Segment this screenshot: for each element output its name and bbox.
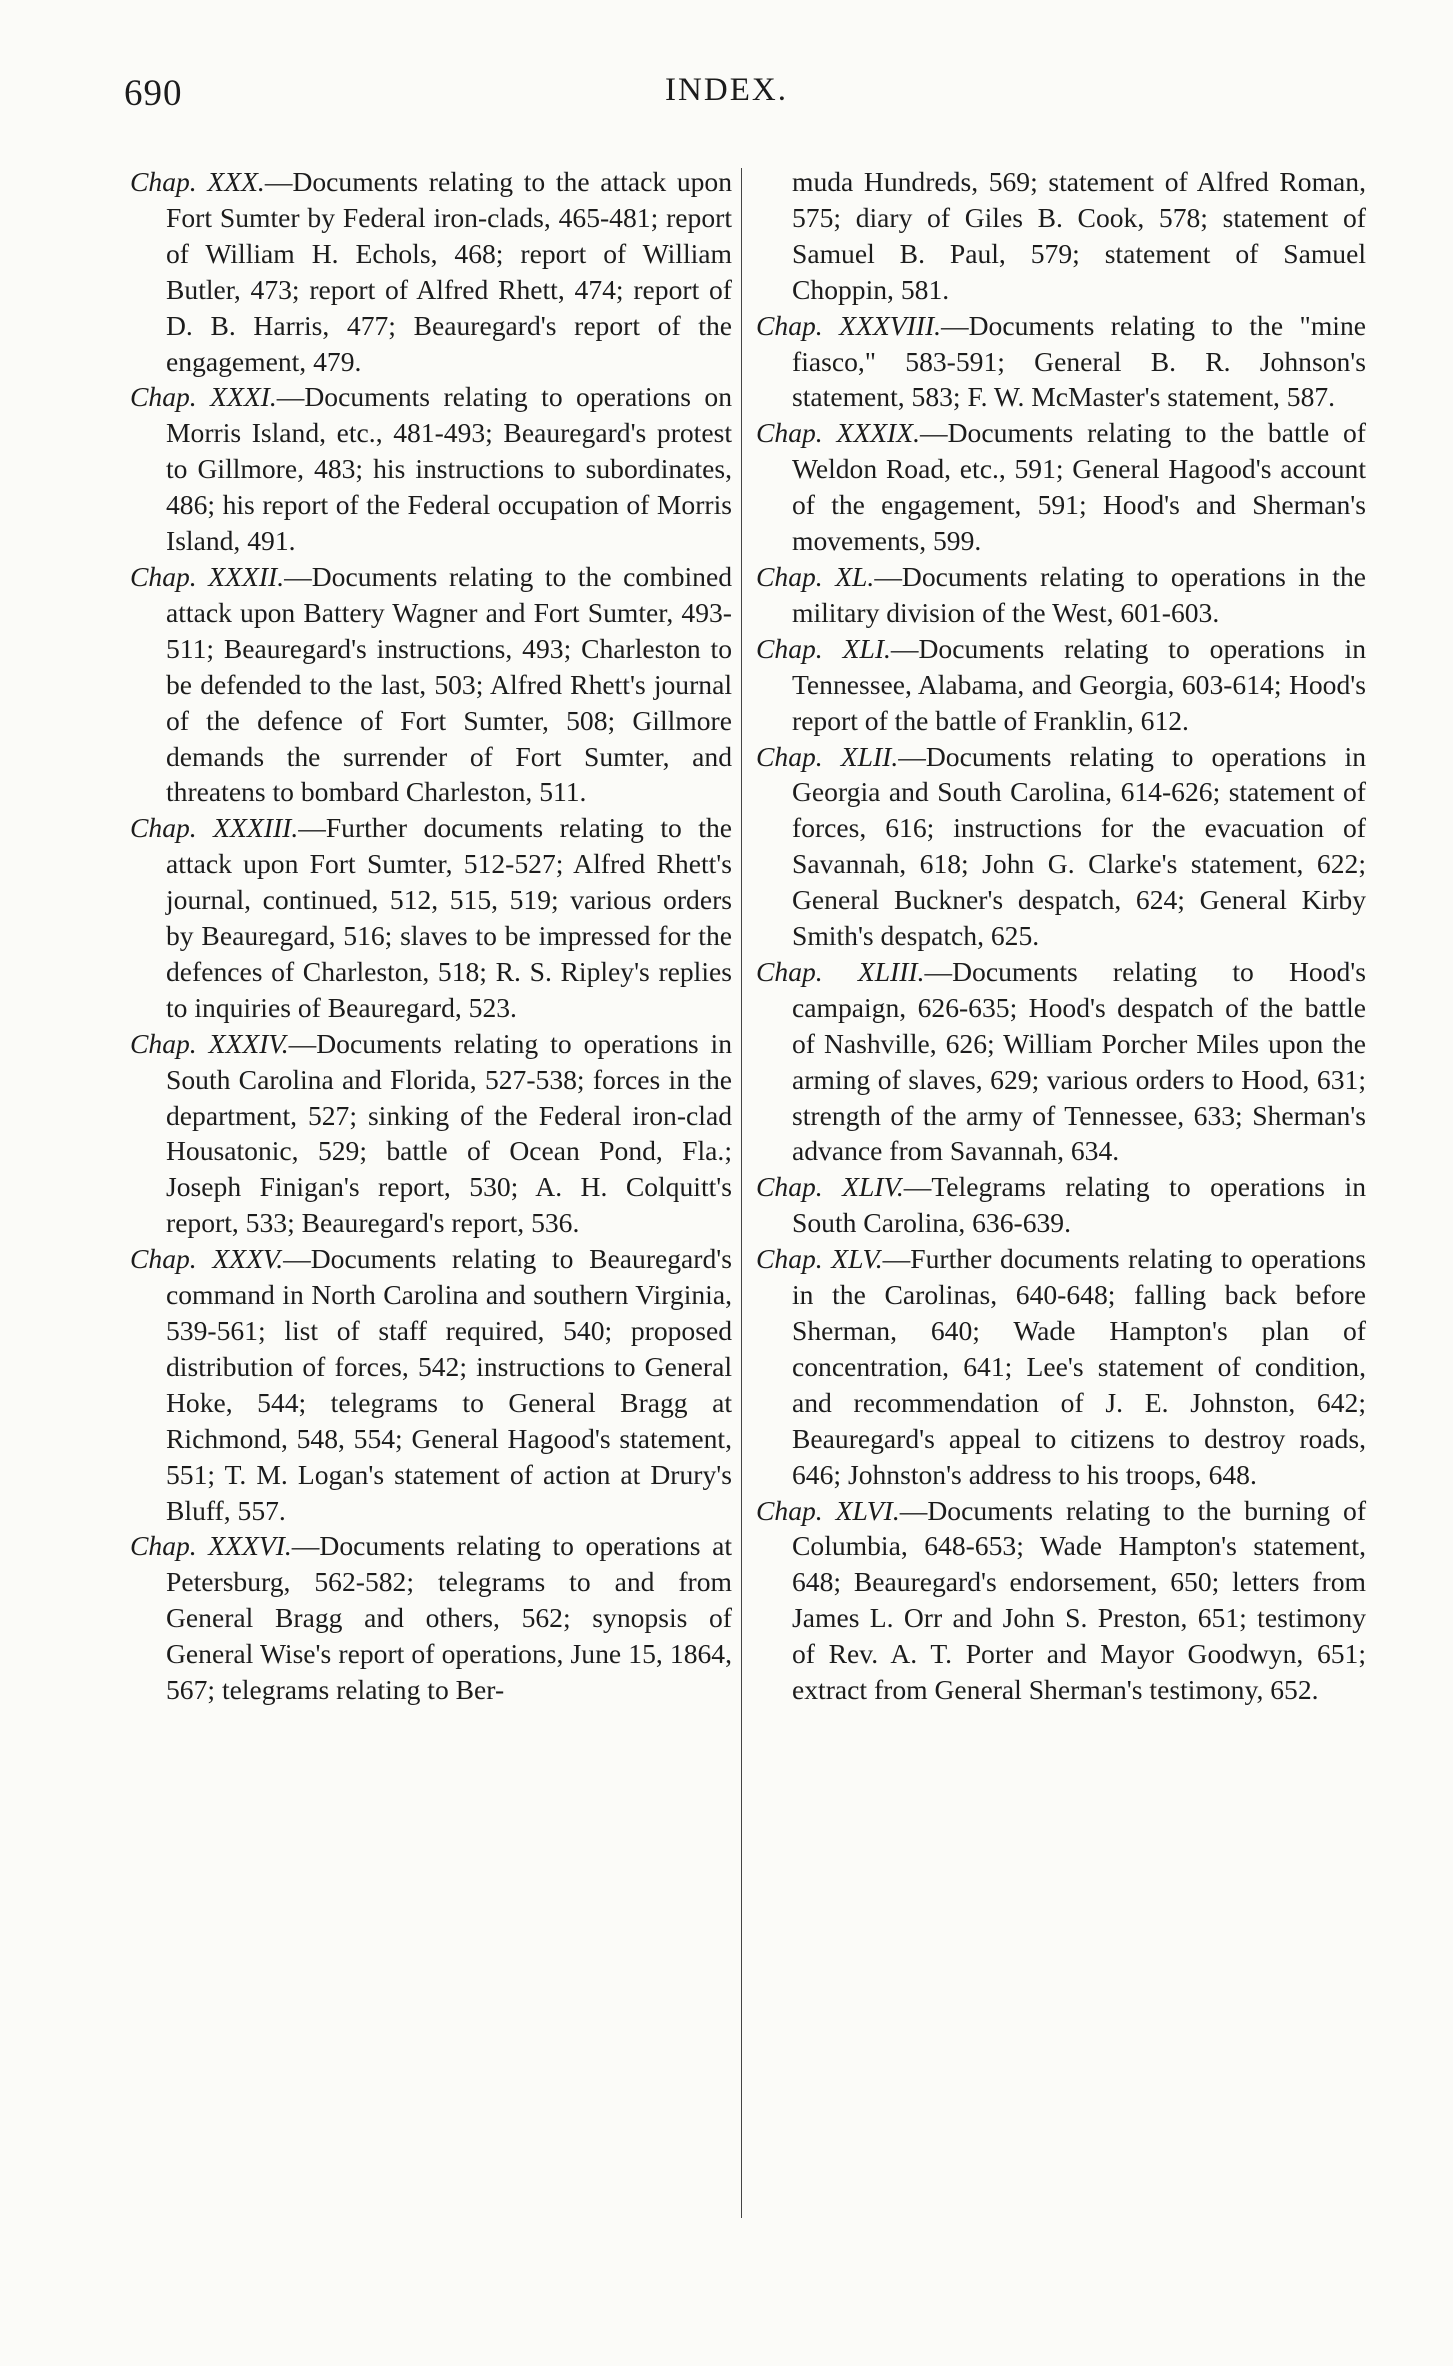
- chapter-label: Chap. XXXII.: [130, 560, 285, 592]
- chapter-label: Chap. XXXV.: [130, 1243, 284, 1275]
- chapter-label: Chap. XLVI.: [756, 1494, 900, 1526]
- entry-text: —Further documents relating to the attack upon Fort Sumter, 512-527; Alfred Rhett's journal, continued, 512, 515, 519; various orders by Beauregard, 516; slaves to be impressed for the defences of Charleston, 518; R. S. Ripley's replies to inquiries of Beauregard, 523.: [166, 812, 733, 1023]
- entry-text: —Documents relating to operations in Tennessee, Alabama, and Georgia, 603-614; Hood's report of the battle of Franklin, 612.: [792, 632, 1366, 736]
- entry-text: —Documents relating to operations at Petersburg, 562-582; telegrams to and from General Bragg and others, 562; synopsis of General Wise's report of operations, June 15, 1864, 567; telegrams relating to Ber-: [166, 1530, 732, 1706]
- entry-text: —Telegrams relating to operations in South Carolina, 636-639.: [792, 1171, 1367, 1239]
- page-number: 690: [124, 73, 183, 114]
- entry-text: —Documents relating to the "mine fiasco," 583-591; General B. R. Johnson's statement, 583; F. W. McMaster's statement, 587.: [792, 309, 1366, 413]
- chapter-label: Chap. XLV.: [756, 1243, 883, 1275]
- chapter-label: Chap. XXXIX.: [756, 417, 920, 449]
- entry-text: —Documents relating to Beauregard's command in North Carolina and southern Virginia, 539-561; list of staff required, 540; proposed distribution of forces, 542; instructions to General Hoke, 544; telegrams to General Bragg at Richmond, 548, 554; General Hagood's statement, 551; T. M. Logan's statement of action at Drury's Bluff, 557.: [166, 1243, 732, 1526]
- running-head-title: INDEX.: [665, 72, 788, 108]
- chapter-label: Chap. XXX.: [130, 166, 265, 197]
- index-entry: [130, 559, 732, 810]
- index-entry: [756, 1241, 1366, 1492]
- chapter-label: Chap. XLIII.: [756, 955, 925, 987]
- index-entry: [130, 1241, 732, 1528]
- entry-text: —Documents relating to operations in South Carolina and Florida, 527-538; forces in the department, 527; sinking of the Federal iron-clad Housatonic, 529; battle of Ocean Pond, Fla.; Joseph Finigan's report, 530; A. H. Colquitt's report, 533; Beauregard's report, 536.: [166, 1027, 733, 1239]
- chapter-label: Chap. XXXVIII.: [756, 309, 942, 341]
- index-entry: [756, 1493, 1366, 1708]
- index-entry: [756, 1169, 1366, 1241]
- chapter-label: Chap. XLI.: [756, 632, 891, 664]
- entry-text: —Further documents relating to operations in the Carolinas, 640-648; falling back before Sherman, 640; Wade Hampton's plan of concentration, 641; Lee's statement of condition, and recommendation of J. E. Johnston, 642; Beauregard's appeal to citizens to destroy roads, 646; Johnston's address to his troops, 648.: [792, 1243, 1367, 1490]
- entry-text: muda Hundreds, 569; statement of Alfred Roman, 575; diary of Giles B. Cook, 578; statement of Samuel B. Paul, 579; statement of Samuel Choppin, 581.: [792, 166, 1366, 305]
- entry-text: —Documents relating to the burning of Columbia, 648-653; Wade Hampton's statement, 648; Beauregard's endorsement, 650; letters from James L. Orr and John S. Preston, 651; testimony of Rev. A. T. Porter and Mayor Goodwyn, 651; extract from General Sherman's testimony, 652.: [792, 1494, 1367, 1706]
- entry-text: —Documents relating to operations in the military division of the West, 601-603.: [792, 560, 1366, 628]
- entry-text: —Documents relating to the attack upon Fort Sumter by Federal iron-clads, 465-481; report of William H. Echols, 468; report of William Butler, 473; report of Alfred Rhett, 474; report of D. B. Harris, 477; Beauregard's report of the engagement, 479.: [166, 166, 733, 377]
- index-entry: [130, 379, 732, 559]
- right-column: [756, 164, 1366, 1708]
- index-entry: [756, 954, 1366, 1169]
- entry-text: —Documents relating to the battle of Weldon Road, etc., 591; General Hagood's account of the engagement, 591; Hood's and Sherman's movements, 599.: [792, 417, 1366, 557]
- index-entry: [756, 631, 1366, 739]
- index-entry: [756, 559, 1366, 631]
- index-entry: [130, 810, 732, 1025]
- chapter-label: Chap. XXXIV.: [130, 1027, 289, 1059]
- chapter-label: Chap. XL.: [756, 560, 875, 592]
- index-entry: [130, 1026, 732, 1241]
- entry-text: —Documents relating to Hood's campaign, 626-635; Hood's despatch of the battle of Nashville, 626; William Porcher Miles upon the arming of slaves, 629; various orders to Hood, 631; strength of the army of Tennessee, 633; Sherman's advance from Savannah, 634.: [792, 955, 1366, 1167]
- chapter-label: Chap. XXXI.: [130, 381, 277, 413]
- index-entry: [756, 308, 1366, 416]
- index-entry: [756, 415, 1366, 559]
- index-entry: [130, 164, 732, 379]
- column-divider: [741, 168, 742, 2218]
- entry-text: —Documents relating to operations on Morris Island, etc., 481-493; Beauregard's protest to Gillmore, 483; his instructions to subordinates, 486; his report of the Federal occupation of Morris Island, 491.: [166, 381, 732, 557]
- chapter-label: Chap. XXXVI.: [130, 1530, 292, 1562]
- index-entry: [130, 1528, 732, 1708]
- chapter-label: Chap. XLIV.: [756, 1171, 904, 1203]
- entry-text: —Documents relating to operations in Georgia and South Carolina, 614-626; statement of forces, 616; instructions for the evacuation of Savannah, 618; John G. Clarke's statement, 622; General Buckner's despatch, 624; General Kirby Smith's despatch, 625.: [792, 740, 1367, 952]
- index-entry: [756, 739, 1366, 954]
- index-entry-continuation: [756, 164, 1366, 308]
- chapter-label: Chap. XXXIII.: [130, 812, 299, 844]
- left-column: [130, 164, 732, 1708]
- chapter-label: Chap. XLII.: [756, 740, 899, 772]
- entry-text: —Documents relating to the combined attack upon Battery Wagner and Fort Sumter, 493-511; Beauregard's instructions, 493; Charleston to be defended to the last, 503; Alfred Rhett's journal of the defence of Fort Sumter, 508; Gillmore demands the surrender of Fort Sumter, and threatens to bombard Charleston, 511.: [166, 560, 732, 808]
